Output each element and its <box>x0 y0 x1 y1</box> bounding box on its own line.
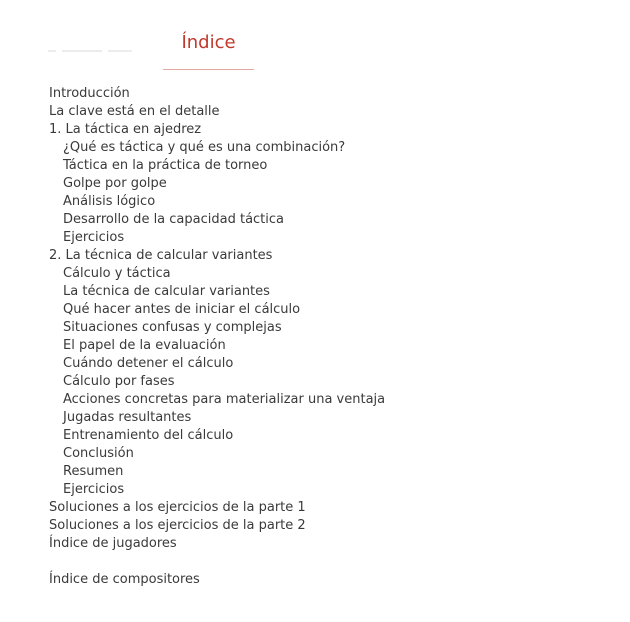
table-of-contents <box>49 85 385 589</box>
toc-entry[interactable]: Índice de compositores <box>49 572 200 587</box>
toc-subentry[interactable]: ¿Qué es táctica y qué es una combinación? <box>63 140 346 155</box>
toc-subentry[interactable]: Análisis lógico <box>63 194 156 209</box>
toc-subentry[interactable]: El papel de la evaluación <box>63 338 226 353</box>
toc-subentry[interactable]: Desarrollo de la capacidad táctica <box>63 212 285 227</box>
toc-entry[interactable]: Índice de jugadores <box>49 536 177 551</box>
toc-subentry[interactable]: Ejercicios <box>63 482 125 497</box>
toc-subentry[interactable]: Táctica en la práctica de torneo <box>63 158 268 173</box>
toc-subentry[interactable]: Cuándo detener el cálculo <box>63 356 234 371</box>
toc-subentry[interactable]: Situaciones confusas y complejas <box>63 320 282 335</box>
toc-subentry[interactable]: Jugadas resultantes <box>63 410 192 425</box>
toc-subentry[interactable]: Qué hacer antes de iniciar el cálculo <box>63 302 301 317</box>
toc-entry[interactable]: 1. La táctica en ajedrez <box>49 122 202 137</box>
toc-subentry[interactable]: Resumen <box>63 464 124 479</box>
toc-entry[interactable]: 2. La técnica de calcular variantes <box>49 248 273 263</box>
toc-subentry[interactable]: Ejercicios <box>63 230 125 245</box>
page-title: Índice <box>181 32 236 53</box>
toc-subentry[interactable]: Cálculo por fases <box>63 374 175 389</box>
toc-entry[interactable]: La clave está en el detalle <box>49 104 220 119</box>
toc-entry[interactable]: Introducción <box>49 86 130 101</box>
faint-header-text <box>48 40 143 46</box>
toc-subentry[interactable]: La técnica de calcular variantes <box>63 284 270 299</box>
title-underline <box>163 69 254 70</box>
toc-subentry[interactable]: Golpe por golpe <box>63 176 167 191</box>
toc-subentry[interactable]: Acciones concretas para materializar una ventaja <box>63 392 386 407</box>
toc-entry[interactable]: Soluciones a los ejercicios de la parte 1 <box>49 500 306 515</box>
toc-subentry[interactable]: Conclusión <box>63 446 134 461</box>
toc-subentry[interactable]: Cálculo y táctica <box>63 266 171 281</box>
toc-entry[interactable]: Soluciones a los ejercicios de la parte 2 <box>49 518 306 533</box>
toc-subentry[interactable]: Entrenamiento del cálculo <box>63 428 234 443</box>
